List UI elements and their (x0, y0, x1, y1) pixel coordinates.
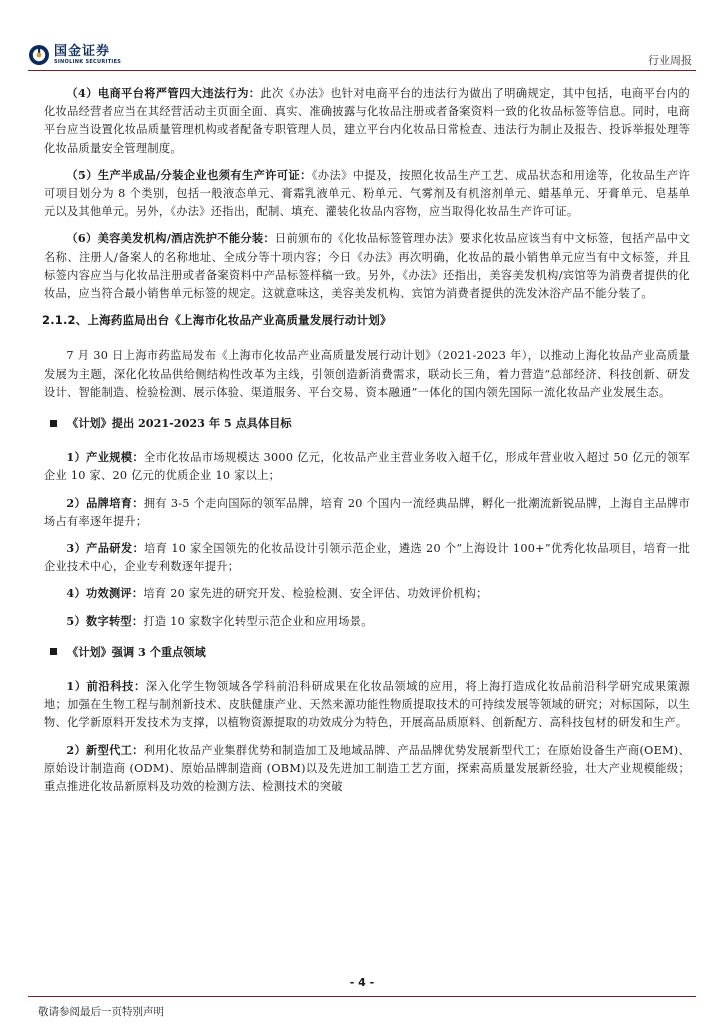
goal-lead: 2）品牌培育： (66, 495, 144, 510)
square-bullet-icon (50, 420, 57, 427)
page-header (0, 0, 724, 72)
footer-disclaimer: 敬请参阅最后一页特别声明 (38, 1006, 164, 1018)
goal-item (44, 448, 690, 485)
section-intro-paragraph: 7 月 30 日上海市药监局发布《上海市化妆品产业高质量发展行动计划》（2021-2023 年），以推动上海化妆品产业高质量发展为主题，深化化妆品供给侧结构性改革为主线，引领创造新消费需求，联动长三角，着力营造“总部经济、科技创新、研发设计、智能制造、检验检测、展示体验、渠道服务、平台交易、资本融通”一体化的国内领先国际一流化妆品产业发展生态。 (44, 349, 690, 399)
goal-lead: 3）产品研发： (66, 541, 145, 556)
page-number: - 4 - (349, 976, 375, 989)
paragraph-lead: （4）电商平台将严管四大违法行为： (66, 86, 261, 100)
paragraph-salon-hotel (44, 229, 690, 303)
goal-item (44, 612, 690, 631)
paragraph-lead: （6）美容美发机构/酒店洗护不能分装： (66, 231, 275, 246)
focus-area-item (44, 741, 690, 797)
goal-lead: 4）功效测评： (66, 586, 144, 601)
paragraph-lead: （5）生产半成品/分装企业也须有生产许可证： (66, 167, 312, 182)
goal-text: 培育 10 家全国领先的化妆品设计引领示范企业，遴选 20 个“上海设计 100+”优秀化妆品项目，培育一批企业技术中心，企业专利数逐年提升； (44, 542, 690, 574)
section-heading: 2.1.2、上海药监局出台《上海市化妆品产业高质量发展行动计划》 (42, 313, 392, 328)
focus-area-item (44, 677, 690, 733)
company-logo (28, 42, 121, 68)
paragraph-production-license (44, 166, 690, 222)
goal-lead: 1）产业规模： (66, 450, 144, 465)
subheading-text: 《计划》强调 3 个重点领域 (67, 644, 206, 659)
report-type-label: 行业周报 (648, 54, 692, 67)
square-bullet-icon (50, 648, 57, 655)
goal-item (44, 539, 690, 576)
paragraph-ecommerce (44, 84, 690, 158)
focus-area-text: 深入化学生物领域各学科前沿科研成果在化妆品领域的应用，将上海打造成化妆品前沿科学研究成果策源地；加强在生物工程与制剂新技术、皮肤健康产业、天然来源功能性物质提取技术的可持续发展等领域的研究；对标国际，以生物、化学新原料开发技术为支撑，以植物资源提取的功效成分为特色，开展高品质原料、创新配方、高科技包材的研发和生产。 (44, 680, 690, 730)
goal-item (44, 494, 690, 531)
header-divider (28, 70, 696, 71)
goal-text: 打造 10 家数字化转型示范企业和应用场景。 (143, 614, 373, 628)
document-body (44, 84, 690, 804)
subheading-goals (50, 414, 690, 432)
footer-divider (28, 996, 696, 997)
sinolink-logo-icon (28, 44, 50, 66)
subheading-text: 《计划》提出 2021-2023 年 5 点具体目标 (67, 416, 292, 431)
focus-area-lead: 1）前沿科技： (66, 679, 146, 694)
focus-area-text: 利用化妆品产业集群优势和制造加工及地域品牌、产品品牌优势发展新型代工；在原始设备生产商(OEM)、原始设计制造商 (ODM)、原始品牌制造商 (OBM)以及先进加工制造工艺方面，探索高质量发展新经验，壮大产业规模能级；重点推进化妆品新原料及功效的检测方法、检测技术的突破 (44, 743, 690, 794)
paragraph-text: 日前颁布的《化妆品标签管理办法》要求化妆品应该当有中文标签，包括产品中文名称、注册人/备案人的名称地址、全成分等十项内容；今日《办法》再次明确，化妆品的最小销售单元应当有中文标签，并且标签内容应当与化妆品注册或者备案资料中产品标签样稿一致。另外，《办法》还指出，美容美发机构/宾馆等为消费者提供的化妆品，应当符合最小销售单元标签的规定。这就意味这，美容美发机构、宾馆为消费者提供的洗发沐浴产品不能分装了。 (44, 232, 690, 301)
subheading-focus-areas (50, 643, 690, 661)
goal-text: 全市化妆品市场规模达 3000 亿元，化妆品产业主营业务收入超千亿，形成年营业收入超过 50 亿元的领军企业 10 家、20 亿元的优质企业 10 家以上； (44, 451, 690, 483)
goal-text: 拥有 3-5 个走向国际的领军品牌，培育 20 个国内一流经典品牌，孵化一批潮流新锐品牌，上海自主品牌市场占有率逐年提升； (44, 496, 690, 528)
goal-lead: 5）数字转型： (66, 613, 144, 628)
focus-area-lead: 2）新型代工： (66, 742, 144, 757)
logo-english-name: SINOLINK SECURITIES (54, 59, 122, 65)
paragraph-text: 此次《办法》也针对电商平台的违法行为做出了明确规定，其中包括，电商平台内的化妆品经营者应当在其经营活动主页面全面、真实、准确披露与化妆品注册或者备案资料一致的化妆品标签等信息。同时，电商平台应当设置化妆品质量管理机构或者配备专职管理人员，建立平台内化妆品日常检查、违法行为制止及报告、投诉举报处理等化妆品质量安全管理制度。 (44, 87, 690, 155)
paragraph-text: 《办法》中提及，按照化妆品生产工艺、成品状态和用途等，化妆品生产许可项目划分为 8 个类别，包括一般液态单元、膏霜乳液单元、粉单元、气雾剂及有机溶剂单元、蜡基单元、牙膏单元、皂基单元以及其他单元。另外，《办法》还指出，配制、填充、灌装化妆品内容物，应当取得化妆品生产许可证。 (44, 168, 690, 219)
goal-item (44, 584, 690, 603)
goal-text: 培育 20 家先进的研究开发、检验检测、安全评估、功效评价机构； (143, 587, 488, 601)
logo-chinese-name: 国金证券 (54, 44, 111, 59)
